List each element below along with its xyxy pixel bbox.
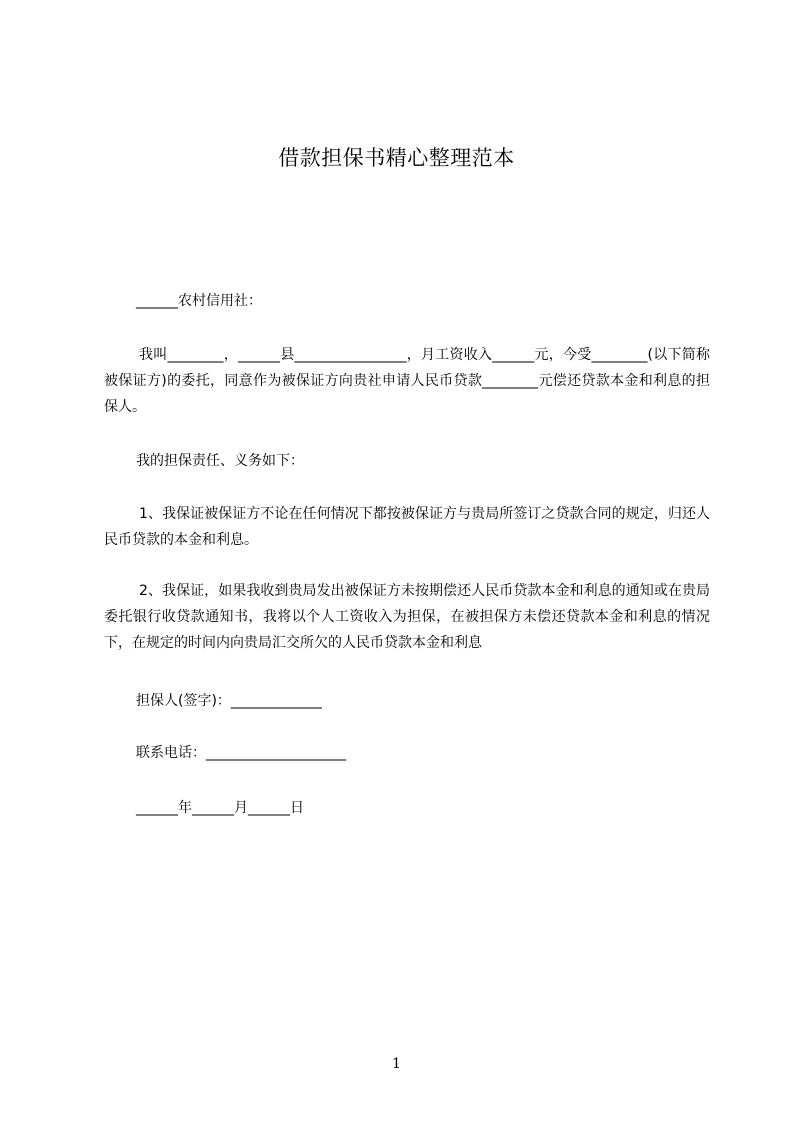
addressee-line: ______农村信用社： (136, 293, 262, 309)
clause-2-paragraph: 2、我保证，如果我收到贵局发出被保证方未按期偿还人民币贷款本金和利息的通知或在贵局委托银行收贷款通知书，我将以个人工资收入为担保，在被担保方未偿还贷款本金和利息的情况下，在规定的时间内向贵局汇交所欠的人民币贷款本金和利息 (104, 583, 710, 651)
intro-paragraph: 我叫________，______县________________，月工资收入______元，今受________(以下简称被保证方)的委托，同意作为被保证方向贵社申请人民币贷款________元偿还贷款本金和利息的担保人。 (104, 347, 710, 415)
clause-1-paragraph: 1、我保证被保证方不论在任何情况下都按被保证方与贵局所签订之贷款合同的规定，归还人民币贷款的本金和利息。 (104, 506, 710, 548)
contact-phone-line: 联系电话：____________________ (136, 745, 346, 761)
document-title: 借款担保书精心整理范本 (278, 146, 515, 170)
page-number: 1 (392, 1056, 401, 1072)
date-line: ______年______月______日 (136, 800, 304, 816)
duties-heading: 我的担保责任、义务如下： (136, 453, 304, 469)
guarantor-signature-line: 担保人(签字)：_____________ (136, 693, 322, 709)
